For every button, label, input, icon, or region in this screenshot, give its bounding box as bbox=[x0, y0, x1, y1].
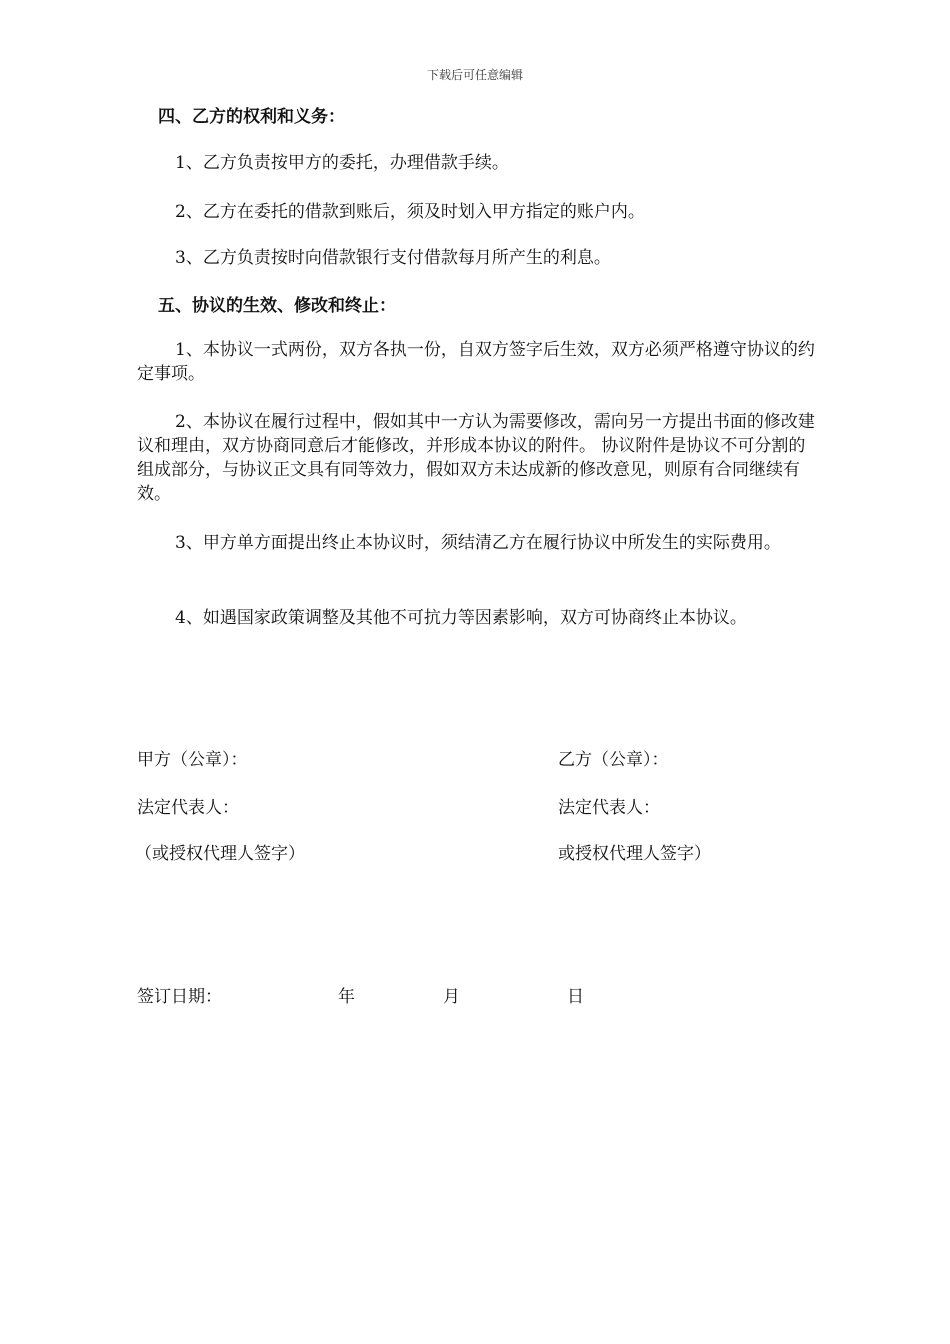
party-a-seal-label: 甲方（公章）： bbox=[137, 750, 248, 770]
section-4-item-1: 1、乙方负责按甲方的委托，办理借款手续。 bbox=[175, 153, 509, 173]
section-5-item-3: 3、甲方单方面提出终止本协议时，须结清乙方在履行协议中所发生的实际费用。 bbox=[175, 533, 781, 553]
section-5-heading: 五、协议的生效、修改和终止： bbox=[158, 296, 396, 316]
party-a-rep-label: 法定代表人： bbox=[137, 798, 239, 818]
section-5-item-1: 1、本协议一式两份，双方各执一份，自双方签字后生效，双方必须严格遵守协议的约定事项。 bbox=[137, 340, 815, 384]
section-4-item-3: 3、乙方负责按时向借款银行支付借款每月所产生的利息。 bbox=[175, 248, 611, 268]
section-4-item-2: 2、乙方在委托的借款到账后，须及时划入甲方指定的账户内。 bbox=[175, 202, 645, 222]
sign-date-year: 年 bbox=[338, 987, 355, 1007]
section-4-heading: 四、乙方的权利和义务： bbox=[158, 107, 345, 127]
party-b-agent-label: 或授权代理人签字） bbox=[558, 844, 711, 864]
section-5-item-4: 4、如遇国家政策调整及其他不可抗力等因素影响，双方可协商终止本协议。 bbox=[175, 608, 747, 628]
sign-date-label: 签订日期： bbox=[137, 987, 222, 1007]
section-5-item-2: 2、本协议在履行过程中，假如其中一方认为需要修改，需向另一方提出书面的修改建议和理由，双方协商同意后才能修改，并形成本协议的附件。 协议附件是协议不可分割的组成部分，与协议正文具有同等效力，假如双方未达成新的修改意见，则原有合同继续有效。 bbox=[137, 412, 815, 504]
sign-date-month: 月 bbox=[443, 987, 460, 1007]
party-b-rep-label: 法定代表人： bbox=[558, 798, 660, 818]
page-header-note: 下载后可任意编辑 bbox=[426, 68, 523, 82]
party-b-seal-label: 乙方（公章）： bbox=[558, 750, 669, 770]
party-a-agent-label: （或授权代理人签字） bbox=[135, 844, 305, 864]
sign-date-day: 日 bbox=[567, 987, 584, 1007]
